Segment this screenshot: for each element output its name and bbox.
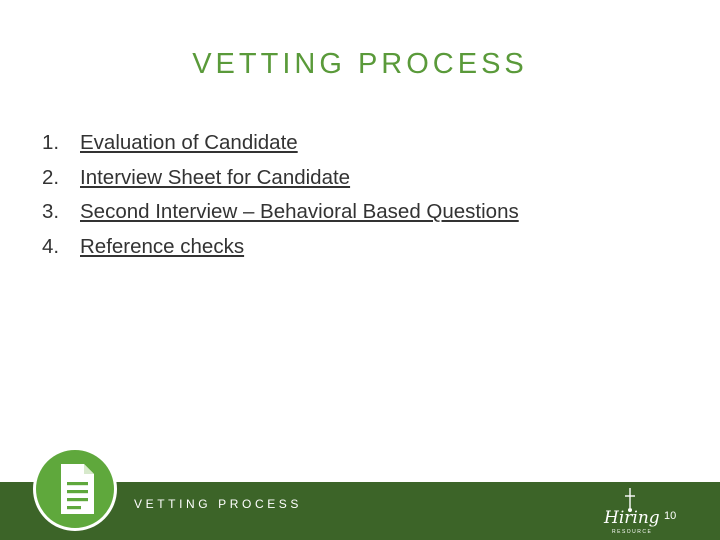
vetting-steps-list (42, 131, 519, 269)
logo-subtext: RESOURCE (612, 529, 653, 535)
list-item (42, 200, 519, 235)
list-number: 1. (42, 131, 60, 154)
document-icon-line (67, 498, 88, 501)
logo-text: Hiring (604, 508, 660, 528)
link-second-interview[interactable]: Second Interview – Behavioral Based Questions (80, 200, 519, 223)
document-icon-line (67, 482, 88, 485)
hiring-resource-logo (600, 486, 660, 538)
list-item (42, 131, 519, 166)
footer-label: VETTING PROCESS (134, 497, 303, 511)
link-reference-checks[interactable]: Reference checks (80, 234, 245, 258)
link-evaluation-of-candidate[interactable]: Evaluation of Candidate (80, 131, 298, 154)
list-item (42, 166, 519, 201)
document-icon-fold (84, 464, 94, 474)
list-item (42, 235, 519, 270)
page-number: 10 (664, 510, 677, 522)
document-icon (36, 450, 114, 528)
link-interview-sheet[interactable]: Interview Sheet for Candidate (80, 165, 351, 189)
slide-title: VETTING PROCESS (192, 48, 528, 80)
document-icon-line (67, 490, 88, 493)
document-badge (33, 447, 117, 531)
list-number: 3. (42, 200, 60, 223)
list-number: 4. (42, 234, 60, 258)
list-number: 2. (42, 165, 60, 189)
document-icon-line (67, 506, 81, 509)
